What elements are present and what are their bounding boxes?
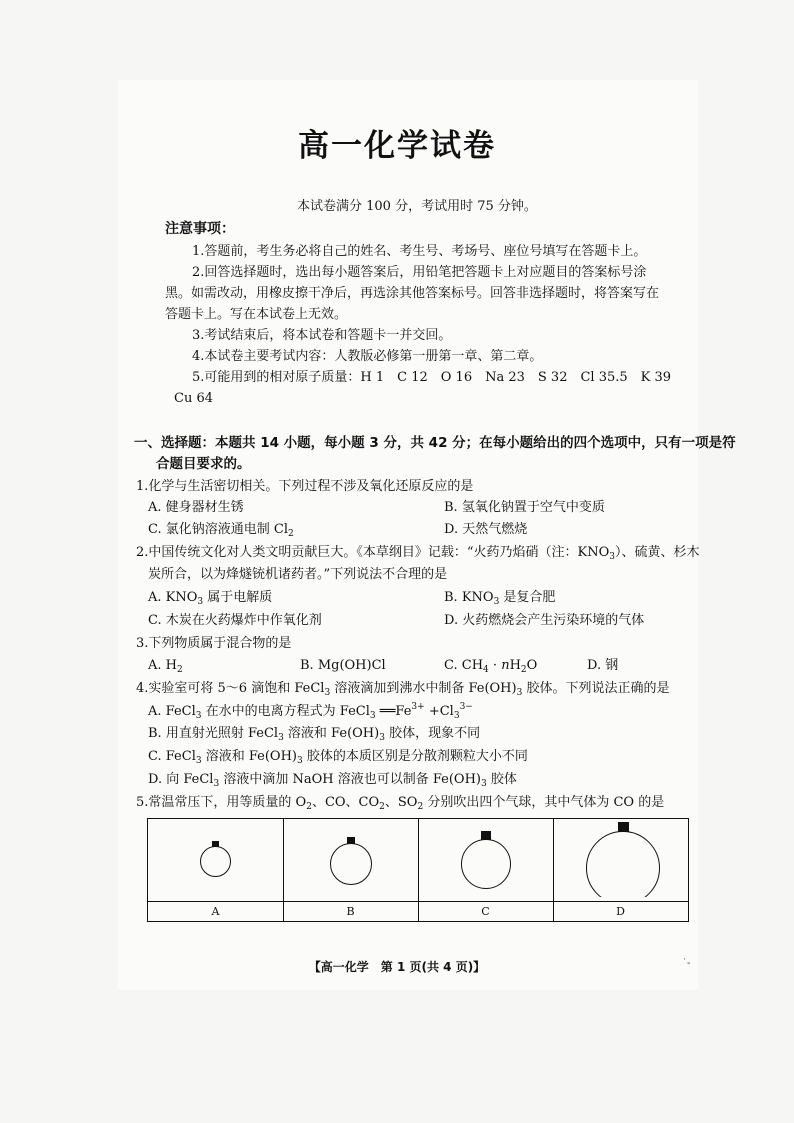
notice-line-8: Cu 64: [174, 391, 213, 406]
question-1-option-b: B. 氢氧化钠置于空气中变质: [444, 500, 605, 515]
notice-line-3: 黑。如需改动，用橡皮擦干净后，再选涂其他答案标号。回答非选择题时，将答案写在: [165, 286, 660, 301]
question-3-option-b: B. Mg(OH)Cl: [300, 658, 386, 673]
balloon-diagram: [147, 818, 689, 922]
balloon-c: [461, 839, 511, 889]
balloon-d-knot: [618, 822, 629, 832]
balloon-label-a: A: [211, 905, 220, 918]
balloon-label-d: D: [616, 905, 625, 918]
question-1-stem: 1.化学与生活密切相关。下列过程不涉及氧化还原反应的是: [136, 479, 474, 494]
balloon-label-b: B: [346, 905, 355, 918]
question-2-option-a: A. $KNO_3$ 属于电解质: [148, 590, 273, 607]
question-4-option-a: A. FeCl$_3$ 在水中的电离方程式为 FeCl$_3$ $══Fe^{3+} +Cl_3^{3-}$: [148, 702, 473, 721]
question-2-option-d: D. 火药燃烧会产生污染环境的气体: [444, 613, 645, 628]
notice-line-2: 2.回答选择题时，选出每小题答案后，用铅笔把答题卡上对应题目的答案标号涂: [192, 265, 647, 280]
balloon-a: [200, 846, 231, 877]
balloon-d: [586, 831, 660, 905]
exam-intro: 本试卷满分 100 分，考试用时 75 分钟。: [297, 199, 537, 214]
corner-mark: ˙-: [682, 958, 691, 969]
section-heading-line-1: 一、选择题：本题共 14 小题，每小题 3 分，共 42 分；在每小题给出的四个选项中，只有一项是符: [134, 435, 736, 451]
question-4-option-d: D. 向 FeCl$_3$ 溶液中滴加 NaOH 溶液也可以制备 $Fe(OH)_3$ 胶体: [148, 772, 517, 789]
question-4-option-c: C. FeCl$_3$ 溶液和 $Fe(OH)_3$ 胶体的本质区别是分散剂颗粒大小不同: [148, 749, 528, 766]
question-1-option-d: D. 天然气燃烧: [444, 522, 528, 537]
question-2-stem-line-2: 炭所合，以为烽燧铳机诸药者。”下列说法不合理的是: [148, 567, 448, 582]
notice-line-4: 答题卡上。写在本试卷上无效。: [165, 307, 348, 322]
notice-line-5: 3.考试结束后，将本试卷和答题卡一并交回。: [192, 328, 452, 343]
question-2-option-b: B. $KNO_3$ 是复合肥: [444, 590, 556, 607]
diagram-divider-horizontal: [148, 901, 688, 902]
question-1-option-c: C. 氯化钠溶液通电制 $Cl_2$: [148, 522, 294, 539]
question-3-option-c: C. $CH_4 \cdot nH_2O$: [444, 658, 538, 675]
page-footer: 【高一化学 第 1 页(共 4 页)】: [308, 960, 486, 974]
notice-line-1: 1.答题前，考生务必将自己的姓名、考生号、考场号、座位号填写在答题卡上。: [192, 244, 647, 259]
section-heading-line-2: 合题目要求的。: [156, 456, 251, 472]
question-3-stem: 3.下列物质属于混合物的是: [136, 636, 292, 651]
question-2-option-c: C. 木炭在火药爆炸中作氧化剂: [148, 613, 322, 628]
exam-title: 高一化学试卷: [298, 128, 496, 164]
question-4-option-b: B. 用直射光照射 FeCl$_3$ 溶液和 $Fe(OH)_3$ 胶体，现象不同: [148, 726, 481, 743]
question-2-stem-line-1: 2.中国传统文化对人类文明贡献巨大。《本草纲目》记载：“火药乃焰硝（注：$KNO_3$）、硫黄、杉木: [136, 545, 700, 562]
question-3-option-a: A. $H_2$: [148, 658, 183, 675]
notice-line-6: 4.本试卷主要考试内容：人教版必修第一册第一章、第二章。: [192, 349, 543, 364]
question-1-option-a: A. 健身器材生锈: [148, 500, 244, 515]
question-4-stem: 4.实验室可将 5～6 滴饱和 FeCl$_3$ 溶液滴加到沸水中制备 $Fe(OH)_3$ 胶体。下列说法正确的是: [136, 681, 670, 698]
balloon-b: [330, 843, 372, 885]
notice-heading: 注意事项：: [165, 221, 235, 237]
question-5-stem: 5.常温常压下，用等质量的 $O_2$、CO、$CO_2$、$SO_2$ 分别吹出四个气球，其中气体为 CO 的是: [136, 795, 665, 812]
notice-line-7: 5.可能用到的相对原子质量：H 1 C 12 O 16 Na 23 S 32 Cl 35.5 K 39: [192, 370, 672, 385]
question-3-option-d: D. 钢: [587, 658, 619, 673]
balloon-label-c: C: [481, 905, 490, 918]
